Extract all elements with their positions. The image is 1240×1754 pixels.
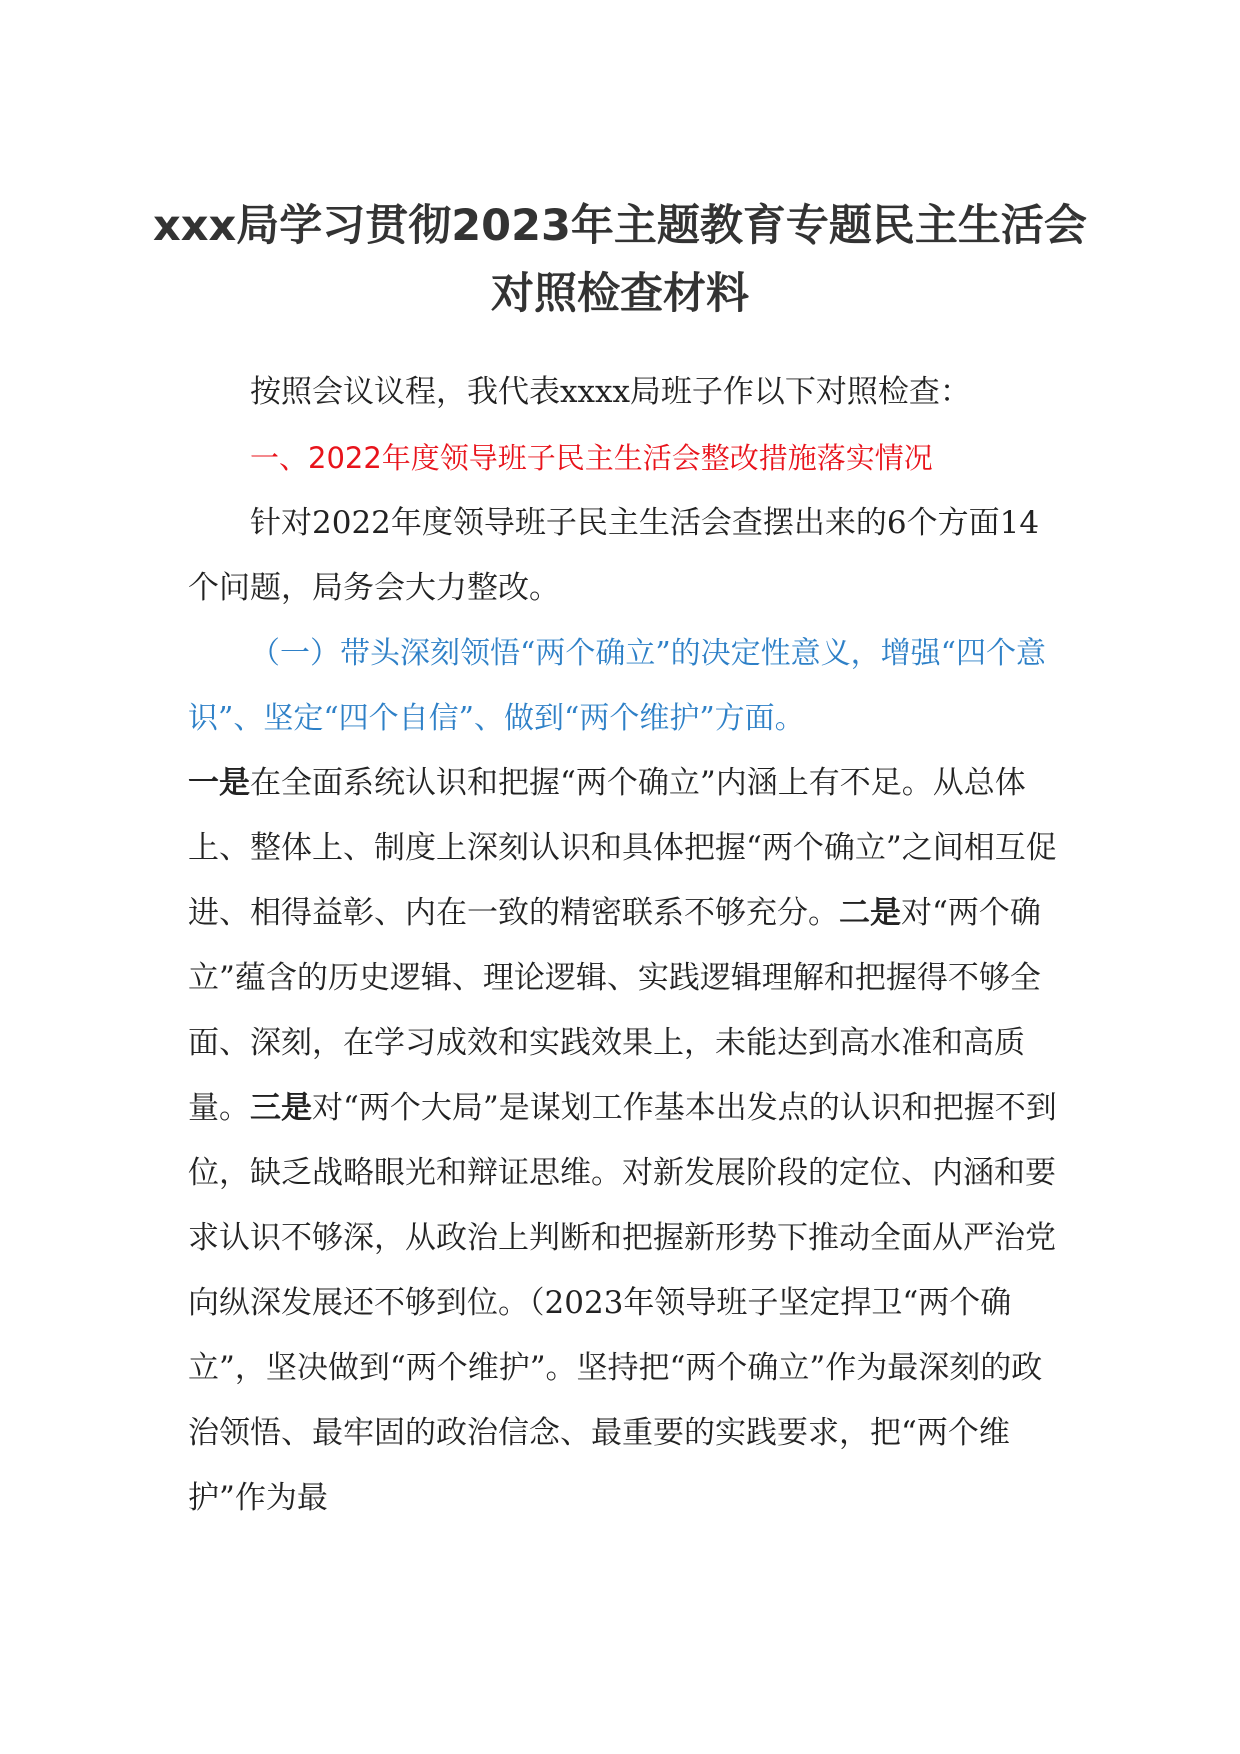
point-lead-3: 三是 [250, 1090, 312, 1126]
point-text-1: 在全面系统认识和把握“两个确立”内涵上有不足。从总体上、整体上、制度上深刻认识和具体把握“两个确立”之间相互促进、相得益彰、内在一致的精密联系不够充分。 [188, 765, 1057, 931]
section-paragraph: 针对2022年度领导班子民主生活会查摆出来的6个方面14个问题，局务会大力整改。 [188, 505, 1040, 606]
point-lead-1: 一是 [188, 765, 250, 801]
subsection-heading: （一）带头深刻领悟“两个确立”的决定性意义，增强“四个意识”、坚定“四个自信”、做到“两个维护”方面。 [188, 636, 1047, 736]
section-heading: 一、2022年度领导班子民主生活会整改措施落实情况 [250, 441, 933, 475]
point-text-2: 对“两个确立”蕴含的历史逻辑、理论逻辑、实践逻辑理解和把握得不够全面、深刻，在学习成效和实践效果上，未能达到高水准和高质量。 [188, 895, 1041, 1126]
document-title: xxx局学习贯彻2023年主题教育专题民主生活会对照检查材料 [153, 201, 1087, 319]
point-text-3: 对“两个大局”是谋划工作基本出发点的认识和把握不到位，缺乏战略眼光和辩证思维。对新发展阶段的定位、内涵和要求认识不够深，从政治上判断和把握新形势下推动全面从严治党向纵深发展还不够到位。（2023年领导班子坚定捍卫“两个确立”，坚决做到“两个维护”。坚持把“两个确立”作为最深刻的政治领悟、最牢固的政治信念、最重要的实践要求，把“两个维护”作为最 [188, 1090, 1057, 1516]
subsection-paragraph [188, 751, 1058, 1531]
point-lead-2: 二是 [839, 895, 901, 931]
intro-paragraph: 按照会议议程，我代表xxxx局班子作以下对照检查： [250, 374, 971, 410]
